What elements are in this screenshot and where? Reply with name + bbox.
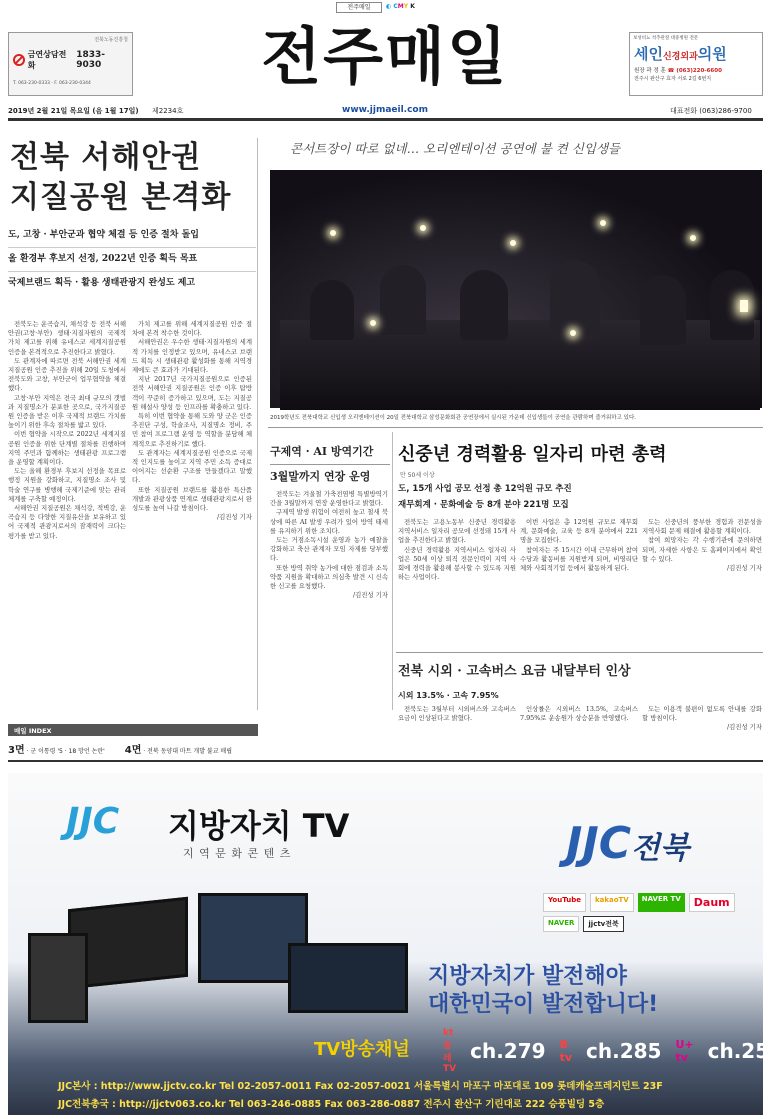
cmyk-marks: ◐ CMY K	[386, 3, 415, 10]
clinic-address: 전주시 완산구 효자 서로 2길 6번지	[634, 76, 712, 82]
channel-list: kt 올레TV ch.279 B tv ch.285 U+ tv ch.253	[443, 1028, 783, 1074]
masthead-title: 전주매일	[261, 20, 509, 93]
story4-col3: 도는 이용객 불편이 없도록 안내를 강화할 방침이다. /김진성 기자	[642, 705, 762, 732]
header-rule	[8, 118, 763, 121]
ad-footer-branch: JJC전북총국 : http://jjctv063.co.kr Tel 063-246-0885 Fax 063-286-0887 전주시 완산구 기린대로 222 승풍빌딩 5층	[58, 1099, 605, 1110]
quitline-ad[interactable]	[8, 32, 133, 96]
photo-headline[interactable]: 콘서트장이 따로 없네… 오리엔테이션 공연에 불 켠 신입생들	[290, 141, 621, 156]
no-smoking-icon	[13, 54, 25, 66]
story4-sub: 시외 13.5% · 고속 7.95%	[398, 691, 499, 700]
jjc-mark: JJC	[66, 801, 120, 842]
clinic-tagline: 보성비뇨 척추관절 대중병원 전문	[633, 36, 699, 41]
screens-collage	[28, 873, 418, 1033]
story3-sub1: 도, 15개 사업 공모 선정 총 12억원 규모 추진	[398, 484, 572, 494]
lead-body-col2: 가치 제고를 위해 세계지질공원 인증 절차에 본격 착수한 것이다. 서해안권은 우수한 생태·지질자원의 세계적 가치를 인정받고 있으며, 유네스코 브랜드 획득 시 생태관광 활성화를 통해 지역경제에도 큰 효과가 기대된다. 지난 2017년 국가지질공원으로 인증된 전북 서해안권 지질공원은 인증 이후 탐방객이 꾸준히 증가하고 있으며, 도는 지질공원 해설사 양성 등 인프라를 확충하고 있다. 특히 이번 협약을 통해 도와 양 군은 인증 추진단 구성, 학술조사, 지질명소 정비, 주민 참여 프로그램 운영 등 역할을 분담해 체계적으로 추진하기로 했다. 도 관계자는 세계지질공원 인증으로 국제적 인지도를 높이고 지역 주민 소득 증대로 이어지는 선순환 구조를 만들겠다고 말했다. 또한 지질공원 브랜드를 활용한 특산품 개발과 관광상품 연계로 생태관광지로서 완성도를 높여 나갈 방침이다. /김진성 기자	[132, 320, 252, 522]
story3-headline[interactable]: 신중년 경력활용 일자리 마련 총력	[398, 444, 667, 465]
story3-sub2: 재무회계 · 문화예술 등 8개 분야 221명 모집	[398, 500, 569, 510]
jjc-logo: JJC전북	[566, 818, 690, 869]
photo-rule	[268, 427, 763, 428]
ad-agency: 전북노동진흥청	[94, 37, 128, 43]
story4-col1: 전북도는 3월부터 시외버스와 고속버스 요금이 인상된다고 밝혔다.	[398, 705, 516, 723]
story4-headline[interactable]: 전북 시외 · 고속버스 요금 내달부터 인상	[398, 664, 631, 679]
lead-body-col1: 전북도는 운곡습지, 채석강 등 전북 서해안권(고창·부안) 생태·지질자원의 국제적 가치 제고를 위해 유네스코 세계지질공원 인증을 본격적으로 추진한다고 밝혔다. 도 관계자에 따르면 전북 서해안권 세계지질공원 인증 추진을 위해 20일 도청에서 전북도와 고창, 부안군이 업무협약을 체결했다. 고창·부안 지역은 전국 최대 규모의 갯벌과 지질명소가 분포한 곳으로, 국가지질공원 인증을 받은 이후 국제적 브랜드 가치를 높이기 위한 후속 절차를 밟고 있다. 이번 협약을 시작으로 2022년 세계지질공원 인증을 위한 단계별 절차를 진행하며 지역 주민과 함께하는 생태관광 프로그램을 운영할 계획이다. 도는 올해 환경부 후보지 선정을 목표로 행정 지원을 강화하고, 지질명소 조사 및 학술 연구를 병행해 국제기준에 맞는 관리체계를 구축할 예정이다. 서해안권 지질공원은 채석강, 적벽강, 운곡습지 등 다양한 지질유산을 보유하고 있어 국제적 관광지로서의 잠재력이 크다는 평가를 받고 있다.	[8, 320, 126, 540]
index-entries[interactable]: 3면 · 군 이통령 '5 · 18 망언 논란' 4면 · 전북 동양대 마트 개발 불교 매립	[8, 745, 233, 756]
ad-footer-hq: JJC본사 : http://www.jjctv.co.kr Tel 02-2057-0011 Fax 02-2057-0021 서울특별시 마포구 마포대로 109 롯데캐슬프레지던트 23F	[58, 1081, 663, 1092]
site-url[interactable]: www.jjmaeil.com	[342, 105, 428, 115]
index-label: 매일 INDEX	[8, 724, 258, 736]
photo-caption: 2019학년도 전북대학교 신입생 오리엔테이션이 20일 전북대학교 삼성문화회관 공연장에서 실시된 가운데 신입생들이 공연을 관람하며 즐거워하고 있다.	[270, 415, 637, 421]
quit-phone: 1833-9030	[76, 50, 106, 70]
lead-headline[interactable]: 전북 서해안권 지질공원 본격화	[10, 140, 232, 215]
clinic-director: 원장 곽 정 훈 ☎ (063)220-6600	[634, 68, 722, 74]
orientation-photo[interactable]	[270, 170, 762, 408]
platform-logos: YouTube kakaoTV NAVER TV Daum NAVER jjctv전북	[543, 893, 743, 932]
print-tag: 전주매일	[336, 2, 382, 13]
ad-subtitle: 지 역 문 화 콘 텐 츠	[183, 847, 292, 860]
column-divider-2	[392, 432, 393, 710]
story4-col2: 인상률은 시외버스 13.5%, 고속버스 7.95%로 운송원가 상승분을 반영했다.	[520, 705, 638, 723]
rep-phone: 대표전화 (063)286-9700	[670, 107, 752, 115]
story2-headline[interactable]: 구제역 · AI 방역기간 3월말까지 연장 운영	[270, 440, 390, 489]
ad-title: 지방자치 TV	[168, 807, 350, 845]
story3-col1: 전북도는 고용노동부 신중년 경력활용 지역서비스 일자리 공모에 선정돼 15개 사업을 추진한다고 밝혔다. 신중년 경력활용 지역서비스 일자리 사업은 50세 이상 퇴직 전문인력이 지역 사회에 경력을 활용해 봉사할 수 있도록 지원하는 사업이다.	[398, 518, 516, 582]
channel-label: TV방송채널	[314, 1039, 410, 1060]
quit-label: 금연상담전화	[27, 50, 67, 70]
issue-number: 제2234호	[152, 107, 184, 115]
ad-footer: T. 063-230-0333 · F. 063-230-0344	[13, 81, 91, 86]
story3-tag: 만 50세 이상	[400, 472, 435, 479]
lead-subheads: 도, 고창 · 부안군과 협약 체결 등 인증 절차 돌입 올 환경부 후보지 선정, 2022년 인증 획득 목표 국제브랜드 획득 · 활용 생태관광지 완성도 제고	[8, 224, 256, 295]
column-divider	[257, 138, 258, 710]
ad-slogan: 지방자치가 발전해야 대한민국이 발전합니다!	[428, 964, 659, 1017]
story2-body: 전북도는 겨울철 가축전염병 특별방역기간을 3월말까지 연장 운영한다고 밝혔다. 구제역 발생 위험이 여전히 높고 철새 북상에 따른 AI 발생 우려가 있어 방역 태세를 유지하기 위한 조치다. 도는 거점소독시설 운영과 농가 예찰을 강화하고 축산 관계자 모임 자제를 당부했다. 또한 방역 취약 농가에 대한 점검과 소독약품 지원을 확대하고 의심축 발견 시 신속한 신고를 요청했다. /김진성 기자	[270, 490, 388, 600]
clinic-brand: 세인신경외과의원	[634, 45, 727, 63]
dateline: 2019년 2월 21일 목요일 (음 1월 17일)	[8, 107, 139, 115]
story-rule	[396, 652, 763, 653]
clinic-ad[interactable]	[629, 32, 763, 96]
jjc-ad[interactable]	[8, 773, 783, 1115]
story3-col2: 이번 사업은 총 12억원 규모로 재무회계, 문화예술, 교육 등 8개 분야에서 221명을 모집한다. 참여자는 주 15시간 이내 근무하며 참여수당과 활동비를 지원받게 되며, 비영리단체와 사회적기업 등에서 활동하게 된다.	[520, 518, 638, 573]
story3-col3: 도는 신중년의 풍부한 경험과 전문성을 지역사회 문제 해결에 활용할 계획이다. 참여 희망자는 각 수행기관에 문의하면 되며, 자세한 사항은 도 홈페이지에서 확인할 수 있다. /김진성 기자	[642, 518, 762, 573]
ad-rule	[8, 760, 763, 762]
